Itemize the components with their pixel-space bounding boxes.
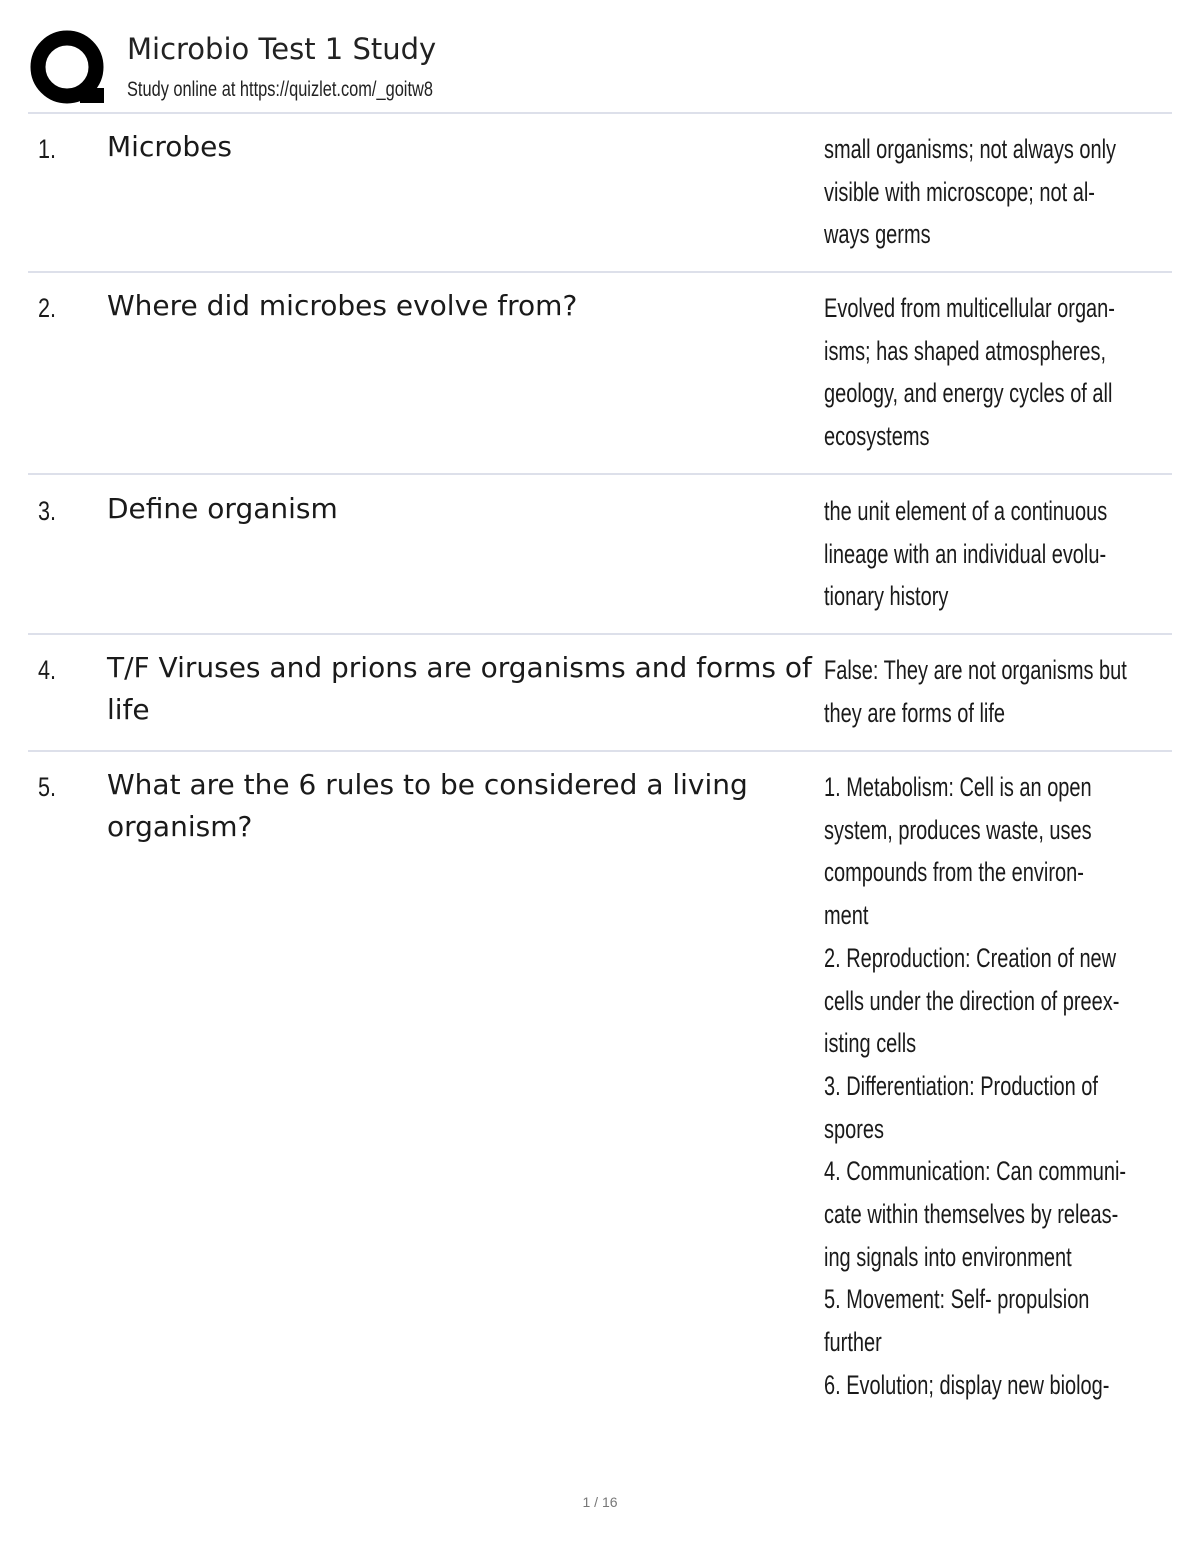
- definition-line: further: [824, 1327, 882, 1358]
- divider: [28, 271, 1172, 273]
- definition-line: geology, and energy cycles of all: [824, 378, 1113, 409]
- card-definition: [824, 490, 1200, 618]
- definition-line: system, produces waste, uses: [824, 814, 1092, 845]
- card-term: Microbes: [107, 130, 232, 163]
- definition-line: compounds from the environ-: [824, 857, 1084, 888]
- card-definition: [824, 128, 1200, 256]
- definition-line: visible with microscope; not al-: [824, 176, 1095, 207]
- divider: [28, 633, 1172, 635]
- card-number: 2.: [38, 293, 57, 323]
- definition-line: they are forms of life: [824, 697, 1006, 728]
- card-definition: [824, 649, 1200, 734]
- card-number: 5.: [38, 772, 57, 802]
- divider: [28, 750, 1172, 752]
- card-term: Where did microbes evolve from?: [107, 289, 578, 322]
- definition-line: ways germs: [824, 219, 931, 250]
- definition-line: cate within themselves by releas-: [824, 1199, 1119, 1230]
- definition-line: small organisms; not always only: [824, 134, 1117, 164]
- definition-line: lineage with an individual evolu-: [824, 538, 1107, 569]
- definition-line: tionary history: [824, 581, 949, 612]
- definition-line: ing signals into environment: [824, 1241, 1072, 1272]
- card-number: 1.: [38, 134, 57, 164]
- card-number: 4.: [38, 655, 57, 685]
- divider: [28, 473, 1172, 475]
- definition-line: cells under the direction of preex-: [824, 985, 1120, 1016]
- definition-line: 5. Movement: Self- propulsion: [824, 1284, 1090, 1315]
- page-number: 1 / 16: [582, 1494, 618, 1510]
- quizlet-logo-icon: [30, 30, 106, 106]
- card-number: 3.: [38, 496, 57, 526]
- card-term: T/F Viruses and prions are organisms and forms of life: [107, 651, 812, 726]
- definition-line: the unit element of a continuous: [824, 496, 1108, 526]
- card-term: Define organism: [107, 492, 338, 525]
- definition-line: isting cells: [824, 1028, 917, 1059]
- definition-line: False: They are not organisms but: [824, 655, 1127, 685]
- divider: [28, 112, 1172, 114]
- definition-line: 2. Reproduction: Creation of new: [824, 942, 1117, 973]
- definition-line: 4. Communication: Can communi-: [824, 1156, 1127, 1187]
- definition-line: spores: [824, 1113, 884, 1144]
- definition-line: isms; has shaped atmospheres,: [824, 335, 1107, 366]
- definition-line: 1. Metabolism: Cell is an open: [824, 772, 1092, 802]
- study-online-link[interactable]: Study online at https://quizlet.com/_goitw8: [127, 78, 433, 101]
- definition-line: 6. Evolution; display new biolog-: [824, 1369, 1110, 1400]
- card-definition: [824, 766, 1200, 1407]
- definition-line: 3. Differentiation: Production of: [824, 1070, 1098, 1101]
- definition-line: Evolved from multicellular organ-: [824, 293, 1115, 323]
- definition-line: ment: [824, 900, 869, 931]
- card-definition: [824, 287, 1200, 458]
- card-term: What are the 6 rules to be considered a living organism?: [107, 768, 748, 843]
- set-title: Microbio Test 1 Study: [127, 32, 437, 66]
- definition-line: ecosystems: [824, 421, 930, 452]
